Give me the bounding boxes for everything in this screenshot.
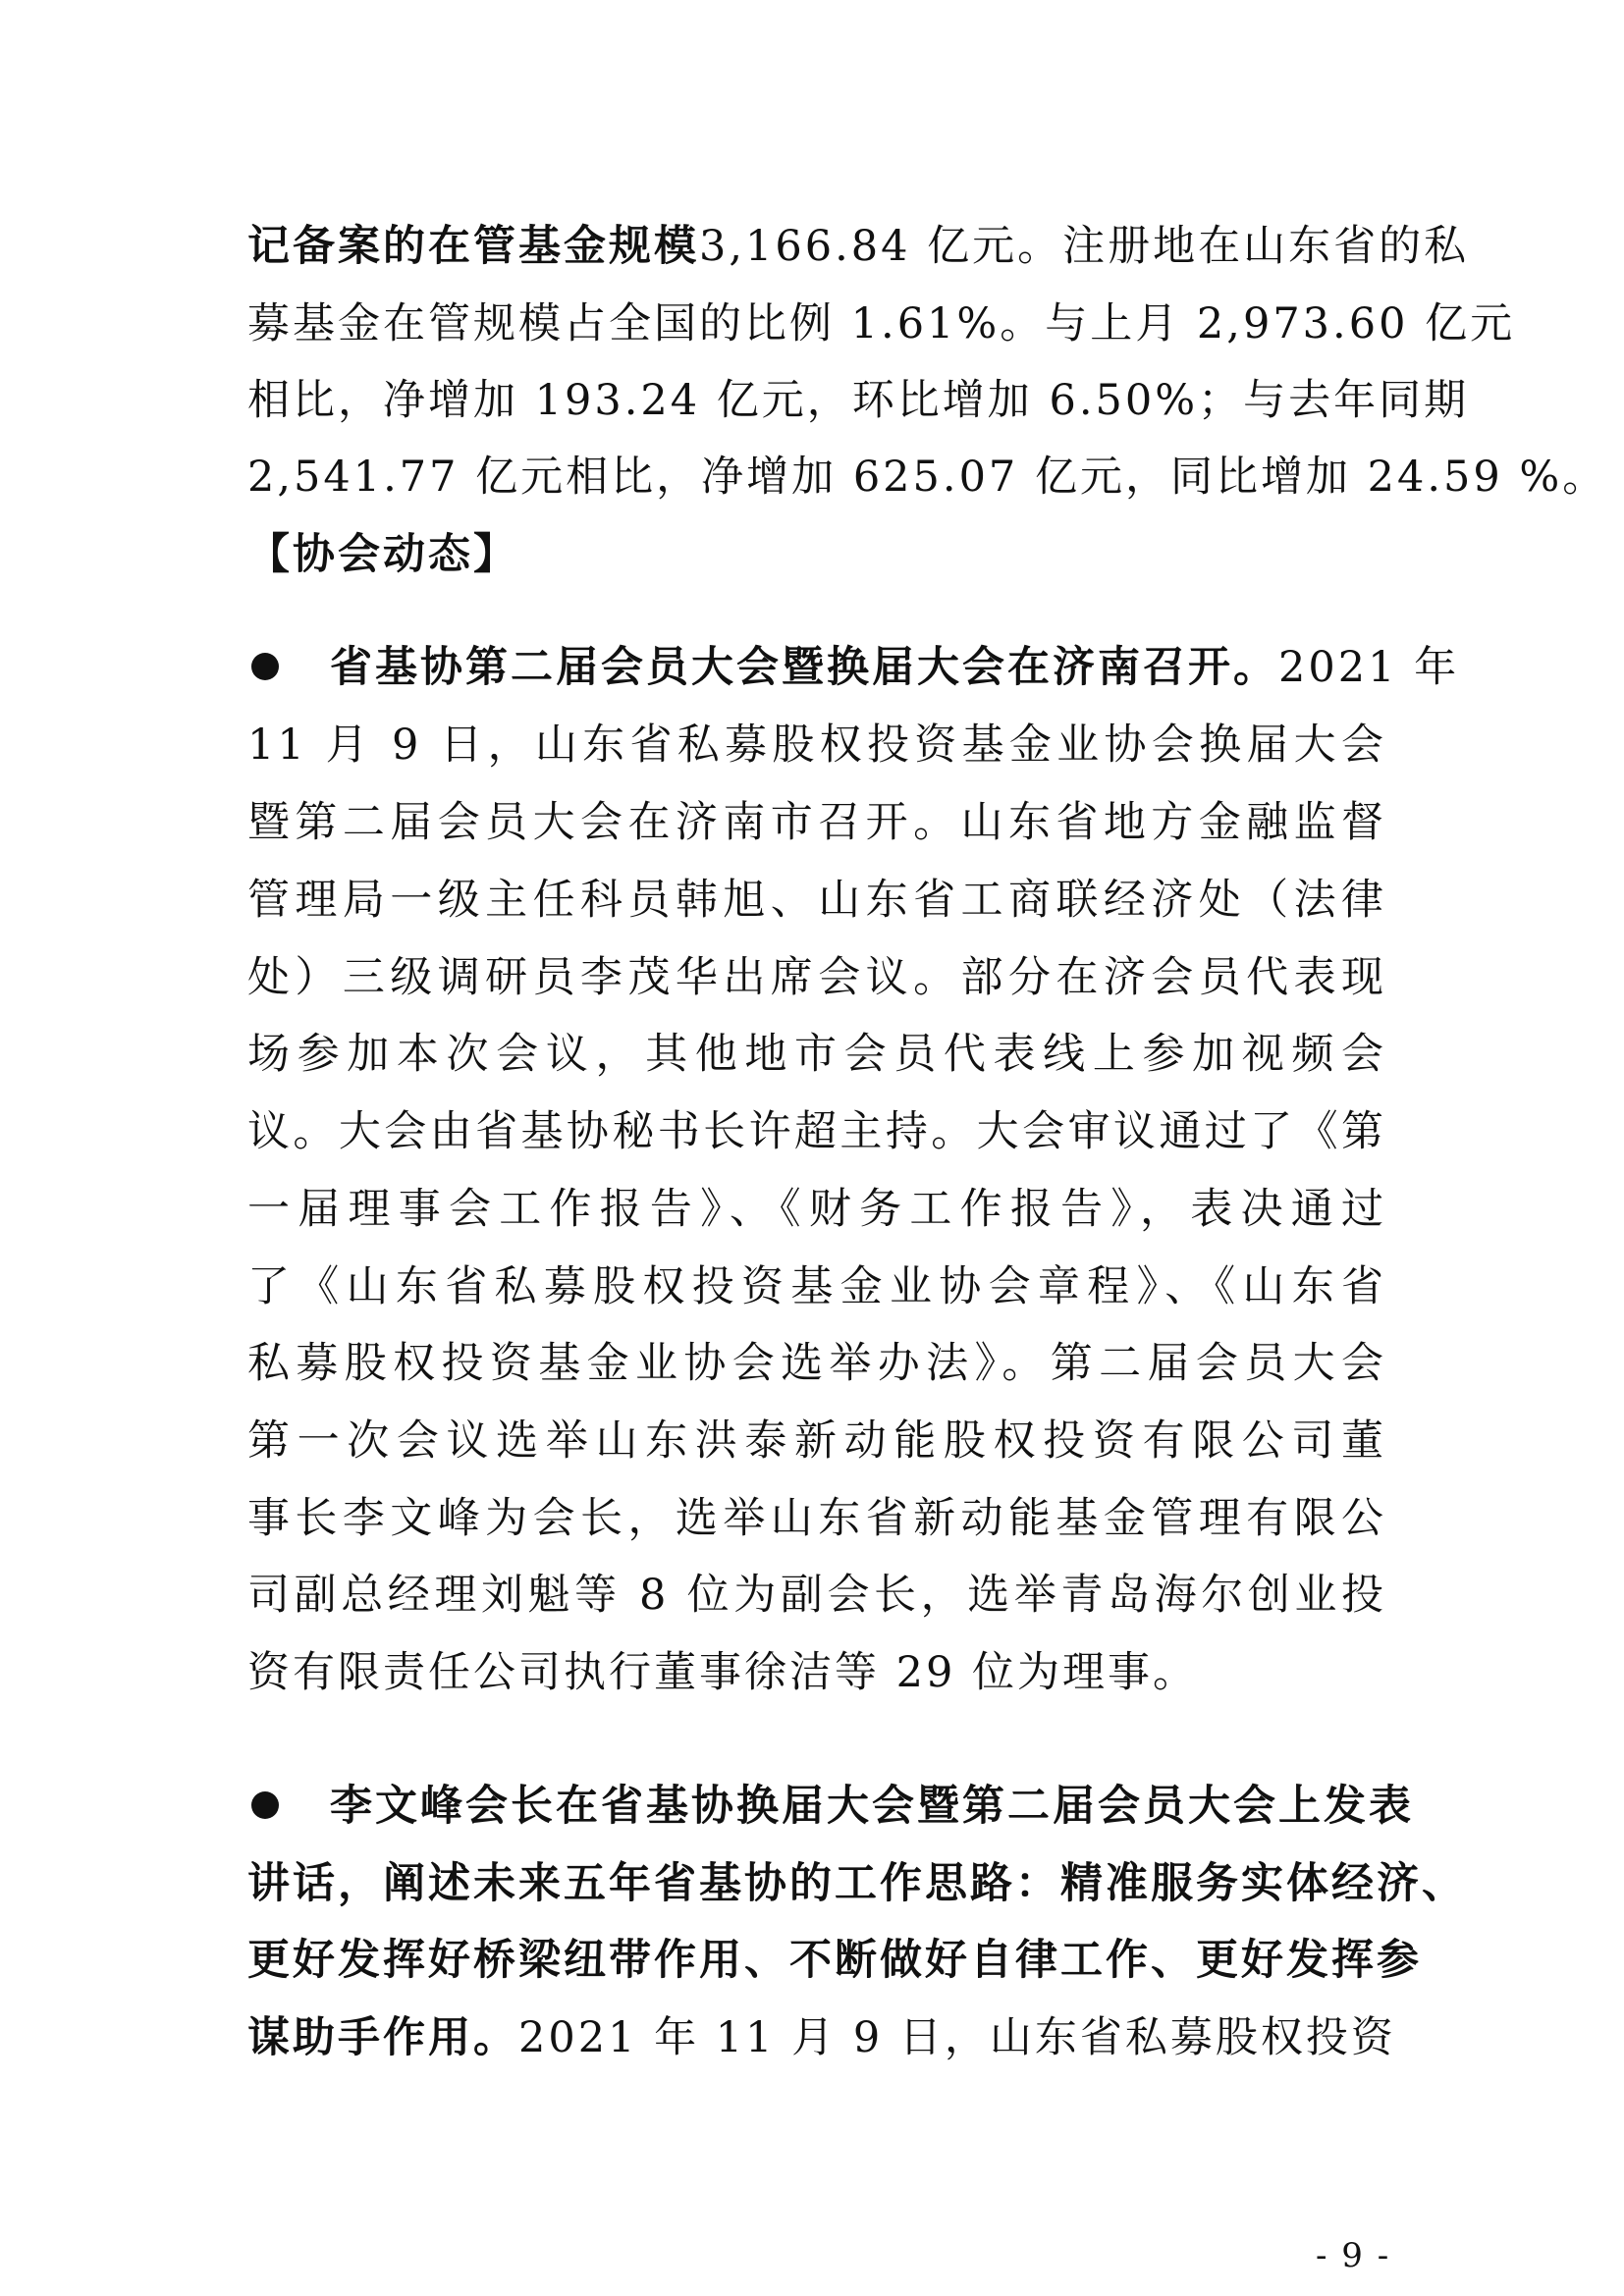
- paragraph1-line1-bold: 记备案的在管基金规模: [247, 222, 699, 271]
- paragraph1-line1-rest: 3,166.84 亿元。注册地在山东省的私: [699, 222, 1470, 271]
- news2-headline-line3: 更好发挥好桥梁纽带作用、不断做好自律工作、更好发挥参: [247, 1936, 1422, 1985]
- news1-line: 议。大会由省基协秘书长许超主持。大会审议通过了《第: [247, 1107, 1386, 1156]
- bullet-icon: [251, 1791, 279, 1819]
- news1-line: 11 月 9 日，山东省私募股权投资基金业协会换届大会: [247, 721, 1386, 770]
- page-number: - 9 -: [1316, 2236, 1391, 2275]
- news1-line: 第一次会议选举山东洪泰新动能股权投资有限公司董: [247, 1416, 1386, 1466]
- news1-line: 资有限责任公司执行董事徐洁等 29 位为理事。: [247, 1648, 1199, 1697]
- bullet-icon: [251, 653, 279, 680]
- news1-headline-line: [247, 640, 1460, 695]
- news2-headline-line1-text: 李文峰会长在省基协换届大会暨第二届会员大会上发表: [330, 1782, 1414, 1831]
- paragraph1-line3: 相比，净增加 193.24 亿元，环比增加 6.50%；与去年同期: [247, 376, 1470, 425]
- news1-line: 司副总经理刘魁等 8 位为副会长，选举青岛海尔创业投: [247, 1571, 1386, 1620]
- news2-headline-line4-bold: 谋助手作用。: [247, 2013, 518, 2062]
- news1-line: 管理局一级主任科员韩旭、山东省工商联经济处（法律: [247, 876, 1386, 925]
- news1-headline-tail: 2021 年: [1278, 643, 1460, 692]
- news1-line: 暨第二届会员大会在济南市召开。山东省地方金融监督: [247, 798, 1386, 847]
- paragraph1-line2: 募基金在管规模占全国的比例 1.61%。与上月 2,973.60 亿元: [247, 299, 1516, 348]
- news1-line: 场参加本次会议，其他地市会员代表线上参加视频会: [247, 1030, 1386, 1079]
- news2-headline-line2: 讲话，阐述未来五年省基协的工作思路：精准服务实体经济、: [247, 1859, 1467, 1908]
- paragraph1-line4: 2,541.77 亿元相比，净增加 625.07 亿元，同比增加 24.59 %。: [247, 453, 1608, 502]
- news2-headline-line4: [247, 2010, 1396, 2065]
- news1-line: 一届理事会工作报告》、《财务工作报告》，表决通过: [247, 1185, 1386, 1234]
- section-title: 【协会动态】: [247, 530, 518, 579]
- news1-line: 私募股权投资基金业协会选举办法》。第二届会员大会: [247, 1339, 1386, 1388]
- news1-headline: 省基协第二届会员大会暨换届大会在济南召开。: [330, 643, 1278, 692]
- paragraph1-line1: [247, 219, 1470, 274]
- news1-line: 处）三级调研员李茂华出席会议。部分在济会员代表现: [247, 953, 1386, 1002]
- news1-line: 事长李文峰为会长，选举山东省新动能基金管理有限公: [247, 1494, 1386, 1543]
- news2-headline-line1: [247, 1779, 1414, 1834]
- news1-line: 了《山东省私募股权投资基金业协会章程》、《山东省: [247, 1262, 1386, 1311]
- news2-headline-line4-rest: 2021 年 11 月 9 日，山东省私募股权投资: [518, 2013, 1396, 2062]
